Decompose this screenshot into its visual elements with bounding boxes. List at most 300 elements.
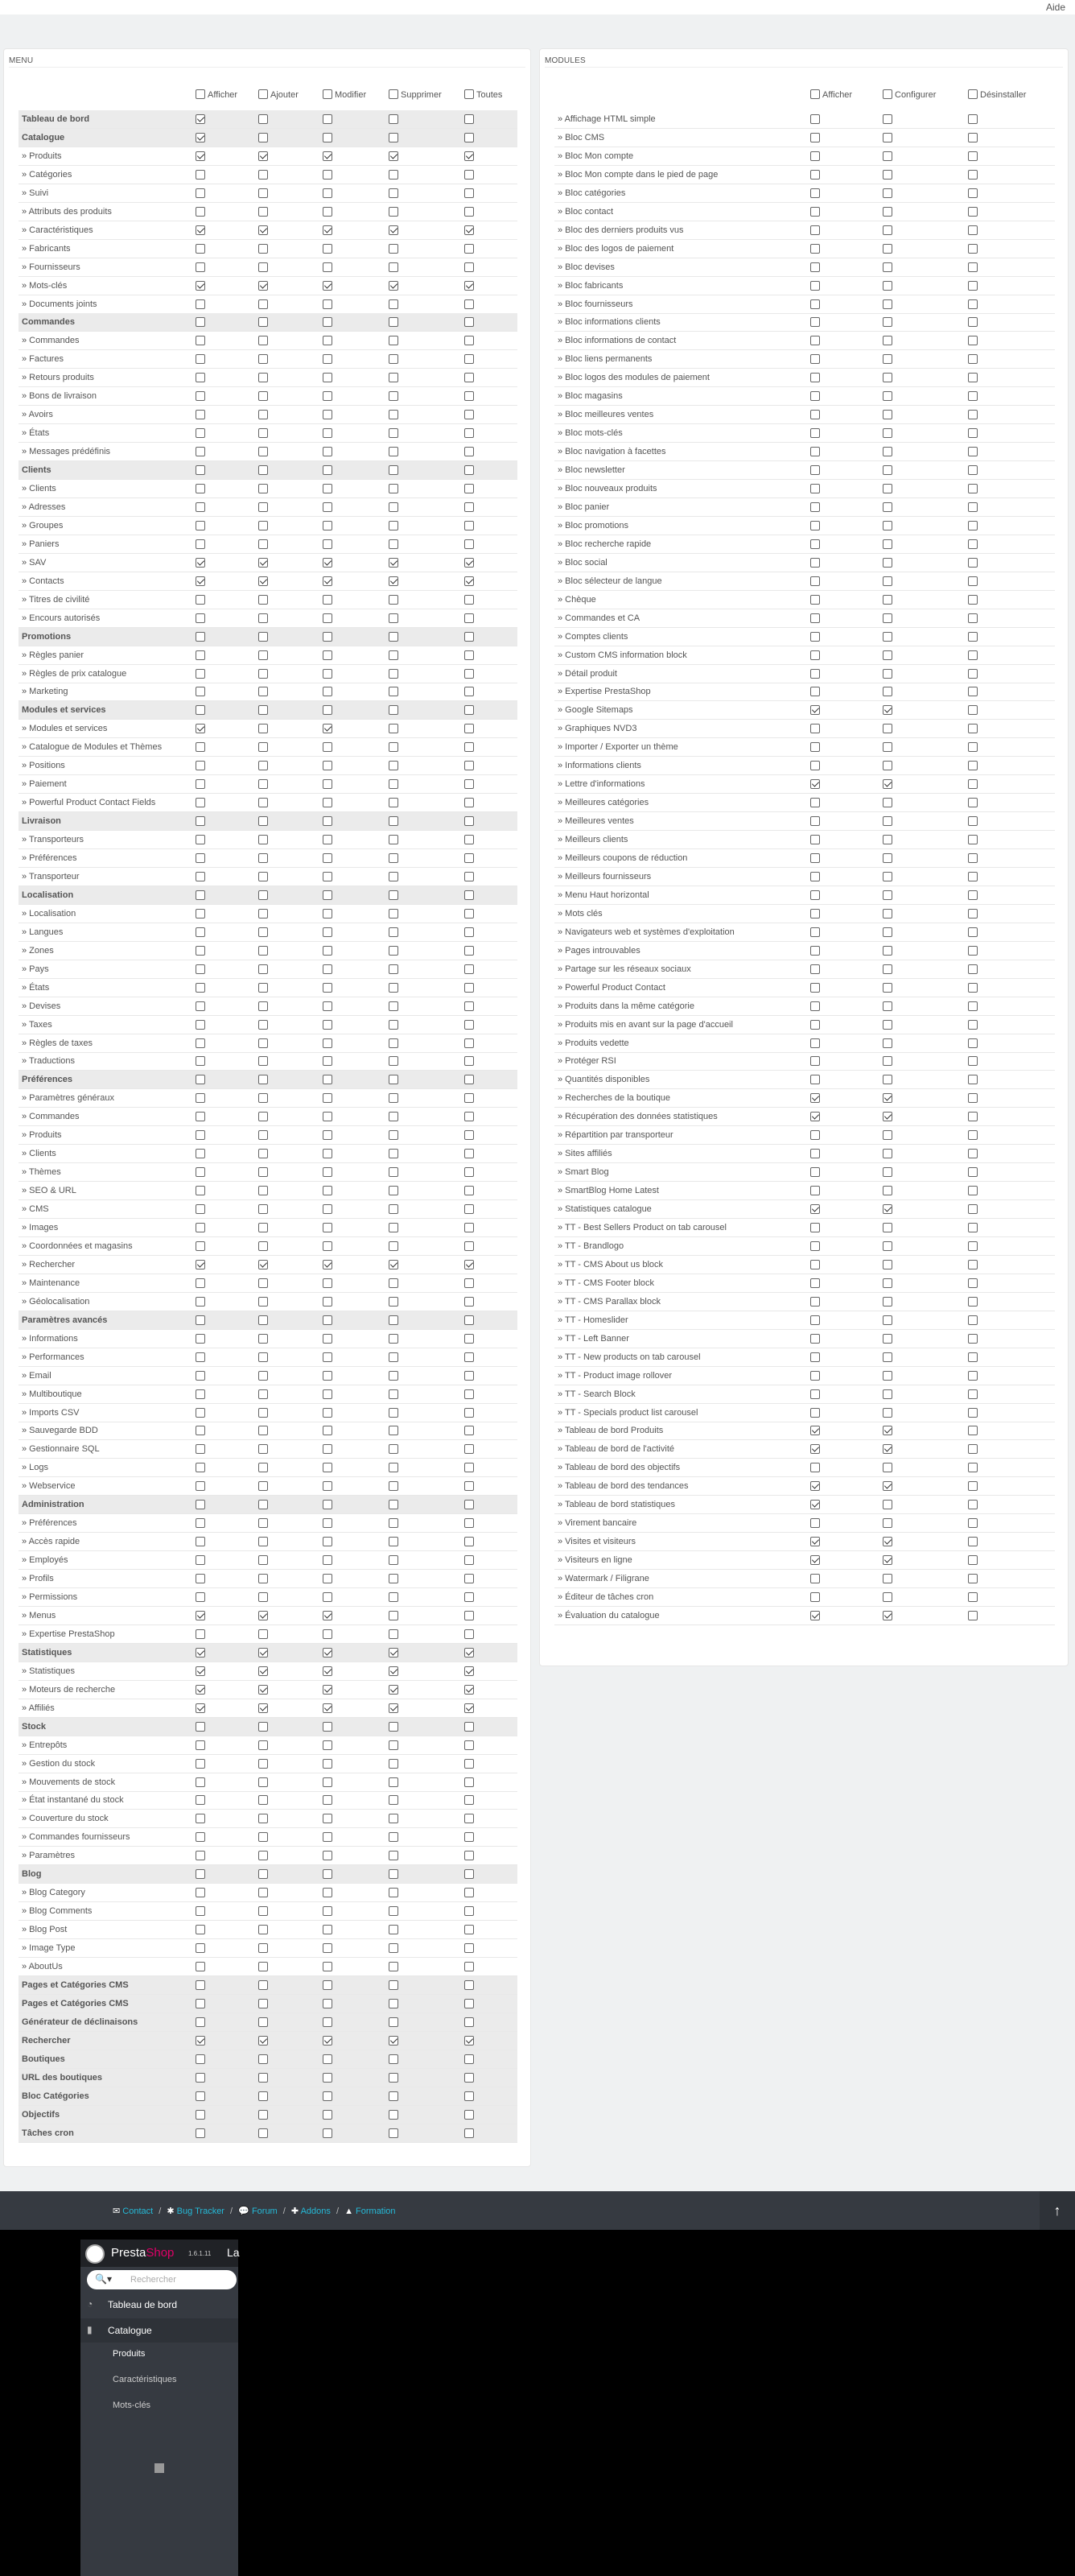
modifier-checkbox[interactable] bbox=[323, 391, 332, 401]
toutes-checkbox[interactable] bbox=[464, 317, 474, 327]
supprimer-checkbox[interactable] bbox=[389, 835, 398, 844]
supprimer-checkbox[interactable] bbox=[389, 1888, 398, 1897]
désinstaller-checkbox[interactable] bbox=[968, 687, 978, 696]
afficher-checkbox[interactable] bbox=[196, 1629, 205, 1639]
modifier-checkbox[interactable] bbox=[323, 1795, 332, 1805]
supprimer-checkbox[interactable] bbox=[389, 1925, 398, 1934]
afficher-checkbox[interactable] bbox=[196, 1777, 205, 1787]
supprimer-checkbox[interactable] bbox=[389, 650, 398, 660]
toutes-checkbox[interactable] bbox=[464, 2110, 474, 2120]
configurer-checkbox[interactable] bbox=[883, 1260, 892, 1269]
toutes-checkbox[interactable] bbox=[464, 1795, 474, 1805]
toutes-checkbox[interactable] bbox=[464, 927, 474, 937]
afficher-checkbox[interactable] bbox=[196, 798, 205, 807]
afficher-checkbox[interactable] bbox=[196, 484, 205, 493]
toutes-checkbox[interactable] bbox=[464, 188, 474, 198]
toutes-checkbox[interactable] bbox=[464, 373, 474, 382]
afficher-checkbox[interactable] bbox=[196, 465, 205, 475]
supprimer-checkbox[interactable] bbox=[389, 2054, 398, 2064]
désinstaller-checkbox[interactable] bbox=[968, 1204, 978, 1214]
supprimer-checkbox[interactable] bbox=[389, 1814, 398, 1823]
afficher-checkbox[interactable] bbox=[810, 724, 820, 733]
modifier-checkbox[interactable] bbox=[323, 410, 332, 419]
afficher-checkbox[interactable] bbox=[810, 484, 820, 493]
afficher-checkbox[interactable] bbox=[196, 1869, 205, 1879]
afficher-checkbox[interactable] bbox=[810, 1075, 820, 1084]
configurer-checkbox[interactable] bbox=[883, 299, 892, 309]
configurer-checkbox[interactable] bbox=[883, 964, 892, 974]
supprimer-checkbox[interactable] bbox=[389, 2073, 398, 2083]
ajouter-checkbox[interactable] bbox=[258, 1020, 268, 1030]
supprimer-checkbox[interactable] bbox=[389, 705, 398, 715]
supprimer-checkbox[interactable] bbox=[389, 539, 398, 549]
configurer-checkbox[interactable] bbox=[883, 502, 892, 512]
afficher-checkbox[interactable] bbox=[196, 410, 205, 419]
modifier-checkbox[interactable] bbox=[323, 281, 332, 291]
afficher-checkbox[interactable] bbox=[196, 558, 205, 568]
supprimer-checkbox[interactable] bbox=[389, 1999, 398, 2008]
ajouter-checkbox[interactable] bbox=[258, 1075, 268, 1084]
sidebar-subitem-caracteristiques[interactable]: Caractéristiques bbox=[113, 2375, 177, 2384]
afficher-checkbox[interactable] bbox=[810, 1518, 820, 1528]
ajouter-checkbox[interactable] bbox=[258, 724, 268, 733]
toutes-checkbox[interactable] bbox=[464, 244, 474, 254]
modifier-checkbox[interactable] bbox=[323, 983, 332, 993]
modifier-checkbox[interactable] bbox=[323, 317, 332, 327]
désinstaller-checkbox[interactable] bbox=[968, 798, 978, 807]
supprimer-checkbox[interactable] bbox=[389, 391, 398, 401]
modifier-checkbox[interactable] bbox=[323, 1685, 332, 1695]
ajouter-checkbox[interactable] bbox=[258, 1093, 268, 1103]
ajouter-checkbox[interactable] bbox=[258, 1703, 268, 1713]
désinstaller-checkbox[interactable] bbox=[968, 521, 978, 530]
ajouter-checkbox[interactable] bbox=[258, 1943, 268, 1953]
toutes-checkbox[interactable] bbox=[464, 650, 474, 660]
supprimer-checkbox[interactable] bbox=[389, 1869, 398, 1879]
désinstaller-checkbox[interactable] bbox=[968, 835, 978, 844]
supprimer-checkbox[interactable] bbox=[389, 1777, 398, 1787]
modifier-checkbox[interactable] bbox=[323, 946, 332, 956]
afficher-checkbox[interactable] bbox=[810, 1186, 820, 1195]
désinstaller-checkbox[interactable] bbox=[968, 354, 978, 364]
modifier-checkbox[interactable] bbox=[323, 1703, 332, 1713]
toutes-checkbox[interactable] bbox=[464, 207, 474, 217]
afficher-checkbox[interactable] bbox=[196, 761, 205, 770]
supprimer-checkbox[interactable] bbox=[389, 1056, 398, 1066]
afficher-checkbox[interactable] bbox=[810, 1592, 820, 1602]
ajouter-checkbox[interactable] bbox=[258, 2110, 268, 2120]
supprimer-checkbox[interactable] bbox=[389, 1112, 398, 1121]
toutes-checkbox[interactable] bbox=[464, 2017, 474, 2027]
afficher-checkbox[interactable] bbox=[196, 1666, 205, 1676]
afficher-checkbox[interactable] bbox=[810, 1611, 820, 1620]
désinstaller-checkbox[interactable] bbox=[968, 1297, 978, 1307]
afficher-checkbox[interactable] bbox=[196, 1444, 205, 1454]
toutes-checkbox[interactable] bbox=[464, 1518, 474, 1528]
configurer-checkbox[interactable] bbox=[883, 1518, 892, 1528]
toutes-checkbox[interactable] bbox=[464, 1297, 474, 1307]
modifier-checkbox[interactable] bbox=[323, 1075, 332, 1084]
configurer-checkbox[interactable] bbox=[883, 909, 892, 919]
ajouter-checkbox[interactable] bbox=[258, 742, 268, 752]
afficher-checkbox[interactable] bbox=[196, 1408, 205, 1418]
supprimer-checkbox[interactable] bbox=[389, 1260, 398, 1269]
afficher-checkbox[interactable] bbox=[196, 1315, 205, 1325]
configurer-checkbox[interactable] bbox=[883, 669, 892, 679]
afficher-checkbox[interactable] bbox=[196, 539, 205, 549]
désinstaller-checkbox[interactable] bbox=[968, 1555, 978, 1565]
désinstaller-checkbox[interactable] bbox=[968, 1518, 978, 1528]
configurer-checkbox[interactable] bbox=[883, 1408, 892, 1418]
modifier-checkbox[interactable] bbox=[323, 909, 332, 919]
toutes-checkbox[interactable] bbox=[464, 1167, 474, 1177]
ajouter-checkbox[interactable] bbox=[258, 299, 268, 309]
ajouter-checkbox[interactable] bbox=[258, 1481, 268, 1491]
désinstaller-checkbox[interactable] bbox=[968, 558, 978, 568]
afficher-checkbox[interactable] bbox=[810, 1500, 820, 1509]
afficher-checkbox[interactable] bbox=[810, 317, 820, 327]
modifier-checkbox[interactable] bbox=[323, 1629, 332, 1639]
toutes-checkbox[interactable] bbox=[464, 1112, 474, 1121]
toutes-checkbox[interactable] bbox=[464, 1888, 474, 1897]
modifier-checkbox[interactable] bbox=[323, 1943, 332, 1953]
ajouter-checkbox[interactable] bbox=[258, 133, 268, 142]
modifier-checkbox[interactable] bbox=[323, 1186, 332, 1195]
supprimer-checkbox[interactable] bbox=[389, 428, 398, 438]
toutes-checkbox[interactable] bbox=[464, 1260, 474, 1269]
afficher-checkbox[interactable] bbox=[196, 1241, 205, 1251]
modifier-checkbox[interactable] bbox=[323, 835, 332, 844]
toutes-checkbox[interactable] bbox=[464, 484, 474, 493]
toutes-checkbox[interactable] bbox=[464, 465, 474, 475]
modifier-checkbox[interactable] bbox=[323, 521, 332, 530]
modifier-checkbox[interactable] bbox=[323, 1371, 332, 1381]
ajouter-checkbox[interactable] bbox=[258, 1962, 268, 1971]
afficher-checkbox[interactable] bbox=[196, 1001, 205, 1011]
ajouter-checkbox[interactable] bbox=[258, 632, 268, 642]
modifier-checkbox[interactable] bbox=[323, 299, 332, 309]
collapse-sidebar-icon[interactable] bbox=[154, 2463, 164, 2473]
ajouter-checkbox[interactable] bbox=[258, 262, 268, 272]
désinstaller-checkbox[interactable] bbox=[968, 816, 978, 826]
supprimer-checkbox[interactable] bbox=[389, 1943, 398, 1953]
modifier-checkbox[interactable] bbox=[323, 724, 332, 733]
ajouter-checkbox[interactable] bbox=[258, 595, 268, 605]
modifier-checkbox[interactable] bbox=[323, 890, 332, 900]
toutes-checkbox[interactable] bbox=[464, 1666, 474, 1676]
configurer-checkbox[interactable] bbox=[883, 927, 892, 937]
afficher-checkbox[interactable] bbox=[196, 1814, 205, 1823]
afficher-checkbox[interactable] bbox=[810, 650, 820, 660]
supprimer-checkbox[interactable] bbox=[389, 779, 398, 789]
désinstaller-checkbox[interactable] bbox=[968, 484, 978, 493]
modifier-checkbox[interactable] bbox=[323, 1112, 332, 1121]
afficher-checkbox[interactable] bbox=[196, 151, 205, 161]
afficher-checkbox[interactable] bbox=[810, 1204, 820, 1214]
configurer-checkbox[interactable] bbox=[883, 354, 892, 364]
afficher-checkbox[interactable] bbox=[810, 1001, 820, 1011]
désinstaller-checkbox[interactable] bbox=[968, 465, 978, 475]
afficher-checkbox[interactable] bbox=[196, 1056, 205, 1066]
ajouter-checkbox[interactable] bbox=[258, 1869, 268, 1879]
configurer-checkbox[interactable] bbox=[883, 1389, 892, 1399]
afficher-checkbox[interactable] bbox=[810, 391, 820, 401]
modifier-checkbox[interactable] bbox=[323, 1408, 332, 1418]
supprimer-checkbox[interactable] bbox=[389, 909, 398, 919]
supprimer-checkbox[interactable] bbox=[389, 1795, 398, 1805]
ajouter-checkbox[interactable] bbox=[258, 1537, 268, 1546]
afficher-checkbox[interactable] bbox=[810, 336, 820, 345]
ajouter-checkbox[interactable] bbox=[258, 1814, 268, 1823]
ajouter-checkbox[interactable] bbox=[258, 1389, 268, 1399]
supprimer-checkbox[interactable] bbox=[389, 1518, 398, 1528]
configurer-checkbox[interactable] bbox=[883, 613, 892, 623]
afficher-checkbox[interactable] bbox=[810, 687, 820, 696]
afficher-checkbox[interactable] bbox=[196, 114, 205, 124]
supprimer-checkbox[interactable] bbox=[389, 724, 398, 733]
toutes-checkbox[interactable] bbox=[464, 835, 474, 844]
configurer-checkbox[interactable] bbox=[883, 1001, 892, 1011]
sidebar-subitem-mots-cles[interactable]: Mots-clés bbox=[113, 2401, 151, 2410]
ajouter-checkbox[interactable] bbox=[258, 1795, 268, 1805]
désinstaller-checkbox[interactable] bbox=[968, 1371, 978, 1381]
configurer-checkbox[interactable] bbox=[883, 872, 892, 881]
afficher-checkbox[interactable] bbox=[810, 299, 820, 309]
désinstaller-checkbox[interactable] bbox=[968, 761, 978, 770]
toutes-checkbox[interactable] bbox=[464, 816, 474, 826]
afficher-checkbox[interactable] bbox=[196, 391, 205, 401]
ajouter-checkbox[interactable] bbox=[258, 225, 268, 235]
afficher-checkbox[interactable] bbox=[196, 1832, 205, 1842]
modifier-checkbox[interactable] bbox=[323, 1167, 332, 1177]
ajouter-checkbox[interactable] bbox=[258, 1740, 268, 1750]
afficher-checkbox[interactable] bbox=[810, 872, 820, 881]
toutes-checkbox[interactable] bbox=[464, 742, 474, 752]
configurer-checkbox[interactable] bbox=[883, 853, 892, 863]
supprimer-checkbox[interactable] bbox=[389, 2128, 398, 2138]
footer-link-addons[interactable]: Addons bbox=[300, 2207, 331, 2216]
ajouter-checkbox[interactable] bbox=[258, 1759, 268, 1769]
sidebar-brand[interactable] bbox=[80, 2240, 238, 2267]
désinstaller-checkbox[interactable] bbox=[968, 1315, 978, 1325]
désinstaller-checkbox[interactable] bbox=[968, 1352, 978, 1362]
supprimer-checkbox[interactable] bbox=[389, 354, 398, 364]
supprimer-checkbox[interactable] bbox=[389, 1906, 398, 1916]
afficher-checkbox[interactable] bbox=[810, 410, 820, 419]
modifier-checkbox[interactable] bbox=[323, 1851, 332, 1860]
afficher-checkbox[interactable] bbox=[196, 1278, 205, 1288]
configurer-checkbox[interactable] bbox=[883, 1481, 892, 1491]
configurer-checkbox[interactable] bbox=[883, 761, 892, 770]
ajouter-checkbox[interactable] bbox=[258, 1444, 268, 1454]
modifier-checkbox[interactable] bbox=[323, 872, 332, 881]
désinstaller-checkbox[interactable] bbox=[968, 262, 978, 272]
supprimer-checkbox[interactable] bbox=[389, 1389, 398, 1399]
configurer-checkbox[interactable] bbox=[883, 1241, 892, 1251]
afficher-checkbox[interactable] bbox=[196, 2054, 205, 2064]
modifier-checkbox[interactable] bbox=[323, 1352, 332, 1362]
désinstaller-checkbox[interactable] bbox=[968, 1167, 978, 1177]
modifier-checkbox[interactable] bbox=[323, 761, 332, 770]
toutes-checkbox[interactable] bbox=[464, 1851, 474, 1860]
modifier-checkbox[interactable] bbox=[323, 798, 332, 807]
ajouter-checkbox[interactable] bbox=[258, 281, 268, 291]
afficher-checkbox[interactable] bbox=[810, 502, 820, 512]
désinstaller-checkbox[interactable] bbox=[968, 779, 978, 789]
afficher-checkbox[interactable] bbox=[196, 1389, 205, 1399]
toutes-checkbox[interactable] bbox=[464, 1703, 474, 1713]
toutes-checkbox[interactable] bbox=[464, 1223, 474, 1232]
désinstaller-checkbox[interactable] bbox=[968, 188, 978, 198]
afficher-checkbox[interactable] bbox=[196, 613, 205, 623]
désinstaller-checkbox[interactable] bbox=[968, 1186, 978, 1195]
afficher-checkbox[interactable] bbox=[196, 576, 205, 586]
ajouter-checkbox[interactable] bbox=[258, 1352, 268, 1362]
afficher-checkbox[interactable] bbox=[196, 2091, 205, 2101]
configurer-checkbox[interactable] bbox=[883, 1112, 892, 1121]
ajouter-checkbox[interactable] bbox=[258, 391, 268, 401]
afficher-checkbox[interactable] bbox=[196, 1130, 205, 1140]
supprimer-checkbox[interactable] bbox=[389, 484, 398, 493]
désinstaller-checkbox[interactable] bbox=[968, 613, 978, 623]
ajouter-checkbox[interactable] bbox=[258, 1408, 268, 1418]
toutes-checkbox[interactable] bbox=[464, 1740, 474, 1750]
configurer-checkbox[interactable] bbox=[883, 521, 892, 530]
toutes-checkbox[interactable] bbox=[464, 1481, 474, 1491]
supprimer-checkbox[interactable] bbox=[389, 2017, 398, 2027]
ajouter-checkbox[interactable] bbox=[258, 669, 268, 679]
afficher-checkbox[interactable] bbox=[196, 2110, 205, 2120]
afficher-checkbox[interactable] bbox=[196, 1149, 205, 1158]
afficher-checkbox[interactable] bbox=[810, 595, 820, 605]
ajouter-checkbox[interactable] bbox=[258, 354, 268, 364]
afficher-checkbox[interactable] bbox=[196, 1722, 205, 1732]
supprimer-checkbox[interactable] bbox=[389, 742, 398, 752]
configurer-checkbox[interactable] bbox=[883, 1056, 892, 1066]
afficher-checkbox[interactable] bbox=[196, 1260, 205, 1269]
toutes-checkbox[interactable] bbox=[464, 1204, 474, 1214]
ajouter-checkbox[interactable] bbox=[258, 1371, 268, 1381]
afficher-checkbox[interactable] bbox=[810, 909, 820, 919]
supprimer-checkbox[interactable] bbox=[389, 1149, 398, 1158]
afficher-checkbox[interactable] bbox=[196, 1592, 205, 1602]
toutes-checkbox[interactable] bbox=[464, 909, 474, 919]
ajouter-checkbox[interactable] bbox=[258, 1574, 268, 1583]
afficher-checkbox[interactable] bbox=[196, 1038, 205, 1048]
toutes-checkbox[interactable] bbox=[464, 1537, 474, 1546]
configurer-checkbox[interactable] bbox=[883, 262, 892, 272]
ajouter-checkbox[interactable] bbox=[258, 2036, 268, 2046]
supprimer-checkbox[interactable] bbox=[389, 1334, 398, 1344]
toutes-checkbox[interactable] bbox=[464, 170, 474, 180]
supprimer-checkbox[interactable] bbox=[389, 576, 398, 586]
modifier-checkbox[interactable] bbox=[323, 1241, 332, 1251]
toutes-checkbox[interactable] bbox=[464, 1925, 474, 1934]
afficher-checkbox[interactable] bbox=[196, 1334, 205, 1344]
afficher-checkbox[interactable] bbox=[196, 1463, 205, 1472]
modifier-checkbox[interactable] bbox=[323, 465, 332, 475]
afficher-checkbox[interactable] bbox=[196, 1685, 205, 1695]
select-all-ajouter-checkbox[interactable] bbox=[258, 89, 268, 99]
modifier-checkbox[interactable] bbox=[323, 1389, 332, 1399]
configurer-checkbox[interactable] bbox=[883, 539, 892, 549]
modifier-checkbox[interactable] bbox=[323, 1518, 332, 1528]
modifier-checkbox[interactable] bbox=[323, 2017, 332, 2027]
ajouter-checkbox[interactable] bbox=[258, 151, 268, 161]
configurer-checkbox[interactable] bbox=[883, 1130, 892, 1140]
ajouter-checkbox[interactable] bbox=[258, 1888, 268, 1897]
ajouter-checkbox[interactable] bbox=[258, 1112, 268, 1121]
afficher-checkbox[interactable] bbox=[196, 1223, 205, 1232]
afficher-checkbox[interactable] bbox=[196, 742, 205, 752]
supprimer-checkbox[interactable] bbox=[389, 1648, 398, 1657]
ajouter-checkbox[interactable] bbox=[258, 779, 268, 789]
scroll-to-top-button[interactable] bbox=[1040, 2191, 1075, 2230]
désinstaller-checkbox[interactable] bbox=[968, 1001, 978, 1011]
désinstaller-checkbox[interactable] bbox=[968, 576, 978, 586]
toutes-checkbox[interactable] bbox=[464, 964, 474, 974]
afficher-checkbox[interactable] bbox=[196, 336, 205, 345]
toutes-checkbox[interactable] bbox=[464, 1629, 474, 1639]
afficher-checkbox[interactable] bbox=[810, 742, 820, 752]
ajouter-checkbox[interactable] bbox=[258, 1555, 268, 1565]
ajouter-checkbox[interactable] bbox=[258, 502, 268, 512]
select-all-modifier-checkbox[interactable] bbox=[323, 89, 332, 99]
sidebar-search-input[interactable] bbox=[87, 2270, 237, 2289]
modifier-checkbox[interactable] bbox=[323, 558, 332, 568]
ajouter-checkbox[interactable] bbox=[258, 447, 268, 456]
configurer-checkbox[interactable] bbox=[883, 798, 892, 807]
supprimer-checkbox[interactable] bbox=[389, 1020, 398, 1030]
supprimer-checkbox[interactable] bbox=[389, 558, 398, 568]
désinstaller-checkbox[interactable] bbox=[968, 133, 978, 142]
supprimer-checkbox[interactable] bbox=[389, 798, 398, 807]
supprimer-checkbox[interactable] bbox=[389, 927, 398, 937]
footer-link-formation[interactable]: Formation bbox=[356, 2207, 396, 2216]
configurer-checkbox[interactable] bbox=[883, 724, 892, 733]
toutes-checkbox[interactable] bbox=[464, 1463, 474, 1472]
afficher-checkbox[interactable] bbox=[196, 724, 205, 733]
afficher-checkbox[interactable] bbox=[196, 262, 205, 272]
toutes-checkbox[interactable] bbox=[464, 1814, 474, 1823]
ajouter-checkbox[interactable] bbox=[258, 1426, 268, 1435]
ajouter-checkbox[interactable] bbox=[258, 1278, 268, 1288]
toutes-checkbox[interactable] bbox=[464, 687, 474, 696]
afficher-checkbox[interactable] bbox=[810, 1241, 820, 1251]
modifier-checkbox[interactable] bbox=[323, 1444, 332, 1454]
supprimer-checkbox[interactable] bbox=[389, 1685, 398, 1695]
supprimer-checkbox[interactable] bbox=[389, 1444, 398, 1454]
modifier-checkbox[interactable] bbox=[323, 595, 332, 605]
select-all-désinstaller-checkbox[interactable] bbox=[968, 89, 978, 99]
ajouter-checkbox[interactable] bbox=[258, 2073, 268, 2083]
afficher-checkbox[interactable] bbox=[810, 1278, 820, 1288]
toutes-checkbox[interactable] bbox=[464, 1943, 474, 1953]
toutes-checkbox[interactable] bbox=[464, 1980, 474, 1990]
modifier-checkbox[interactable] bbox=[323, 188, 332, 198]
afficher-checkbox[interactable] bbox=[196, 1555, 205, 1565]
supprimer-checkbox[interactable] bbox=[389, 632, 398, 642]
footer-link-contact[interactable]: Contact bbox=[122, 2207, 154, 2216]
ajouter-checkbox[interactable] bbox=[258, 761, 268, 770]
modifier-checkbox[interactable] bbox=[323, 816, 332, 826]
afficher-checkbox[interactable] bbox=[196, 428, 205, 438]
toutes-checkbox[interactable] bbox=[464, 1315, 474, 1325]
toutes-checkbox[interactable] bbox=[464, 2128, 474, 2138]
ajouter-checkbox[interactable] bbox=[258, 465, 268, 475]
supprimer-checkbox[interactable] bbox=[389, 761, 398, 770]
afficher-checkbox[interactable] bbox=[810, 170, 820, 180]
